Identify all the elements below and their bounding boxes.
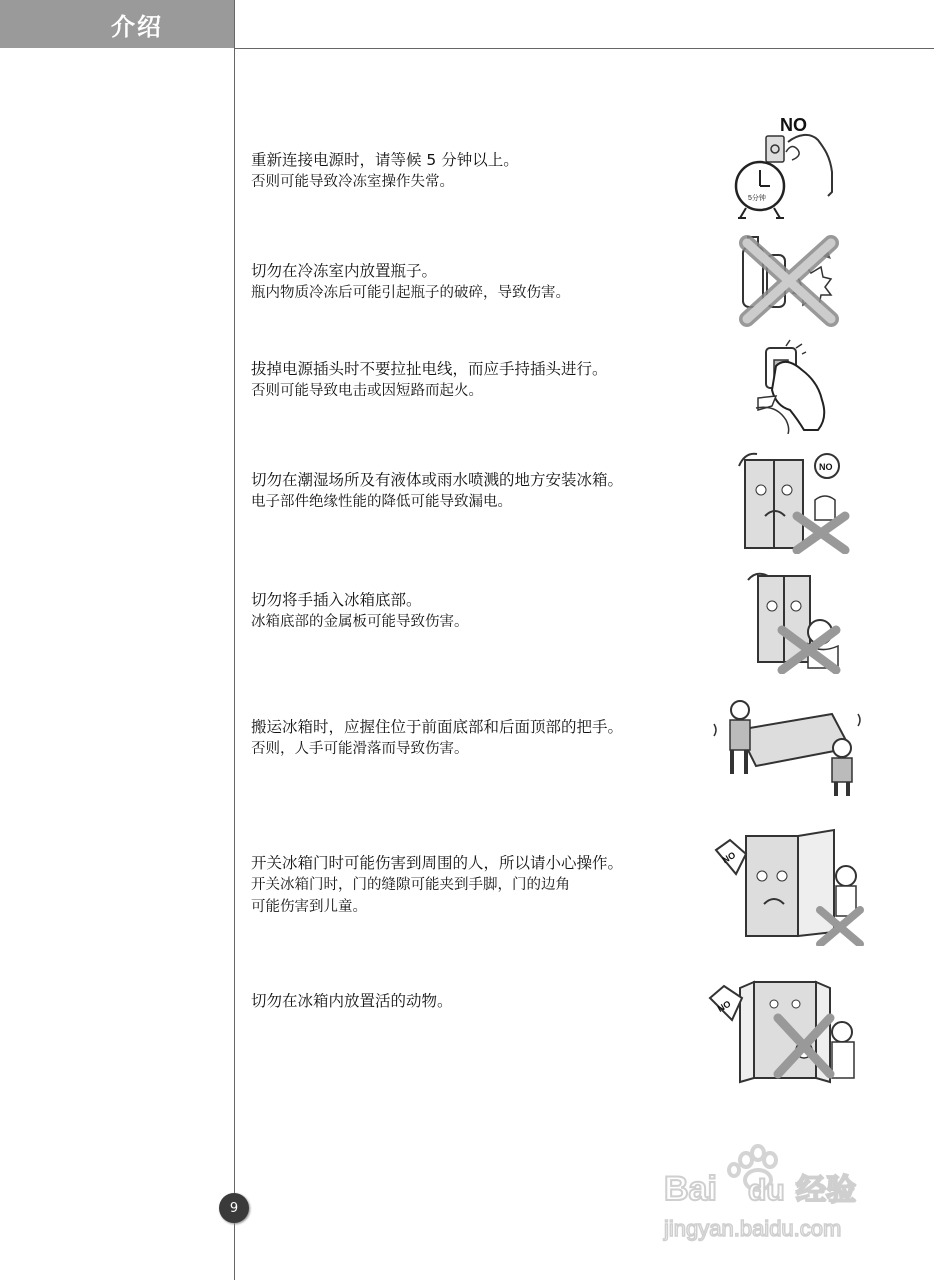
clock-label: 5分钟 [748,195,766,202]
bottle-freeze-illustration [735,235,843,327]
warning-detail: 冰箱底部的金属板可能导致伤害。 [251,614,469,630]
watermark-brand-cn: 经验 [796,1173,856,1208]
warning-detail-cont: 可能伤害到儿童。 [251,899,367,915]
watermark-url: jingyan.baidu.com [664,1216,842,1241]
page-number: 9 [229,1200,239,1216]
page-number-badge [219,1193,249,1223]
warning-item-4 [251,469,691,513]
warning-title: 切勿在冷冻室内放置瓶子。 [251,262,438,280]
watermark-brand-du: du [748,1174,785,1207]
warning-item-3 [251,358,691,402]
door-hazard-illustration [706,826,868,946]
warning-detail: 开关冰箱门时，门的缝隙可能夹到手脚，门的边角 [251,877,570,893]
power-wait-illustration [728,112,840,224]
warning-title: 拔掉电源插头时不要拉扯电线，而应手持插头进行。 [251,360,608,378]
section-title: 介绍 [111,12,163,41]
warning-title: 开关冰箱门时可能伤害到周围的人，所以请小心操作。 [251,854,624,872]
warning-item-6 [251,716,691,760]
unplug-illustration [752,338,842,434]
warning-item-1 [251,149,691,193]
hand-under-fridge-illustration [742,566,846,674]
baidu-watermark [660,1140,890,1250]
warning-detail: 否则，人手可能滑落而导致伤害。 [251,741,469,757]
header-rule [234,48,934,49]
no-text: NO [819,462,833,472]
warning-title: 切勿在冰箱内放置活的动物。 [251,992,453,1010]
warning-title: 重新连接电源时，请等候 5 分钟以上。 [251,151,519,169]
no-text: NO [720,849,738,866]
damp-location-illustration [735,446,857,554]
no-text: NO [780,115,807,135]
warning-item-2 [251,260,691,304]
warning-item-5 [251,589,691,633]
warning-title: 切勿将手插入冰箱底部。 [251,591,422,609]
no-text: NO [715,998,733,1014]
warning-item-7 [251,852,691,918]
warning-detail: 否则可能导致冷冻室操作失常。 [251,174,454,190]
warning-detail: 电子部件绝缘性能的降低可能导致漏电。 [251,494,512,510]
section-tab [0,0,234,48]
warning-detail: 否则可能导致电击或因短路而起火。 [251,383,483,399]
warning-title: 切勿在潮湿场所及有液体或雨水喷溅的地方安装冰箱。 [251,471,624,489]
warning-title: 搬运冰箱时，应握住位于前面底部和后面顶部的把手。 [251,718,624,736]
margin-rule [234,0,235,1280]
warning-detail: 瓶内物质冷冻后可能引起瓶子的破碎，导致伤害。 [251,285,570,301]
animal-inside-illustration [704,974,864,1086]
watermark-brand: Bai [664,1170,717,1208]
carry-fridge-illustration [710,696,866,800]
warning-item-8 [251,990,691,1012]
